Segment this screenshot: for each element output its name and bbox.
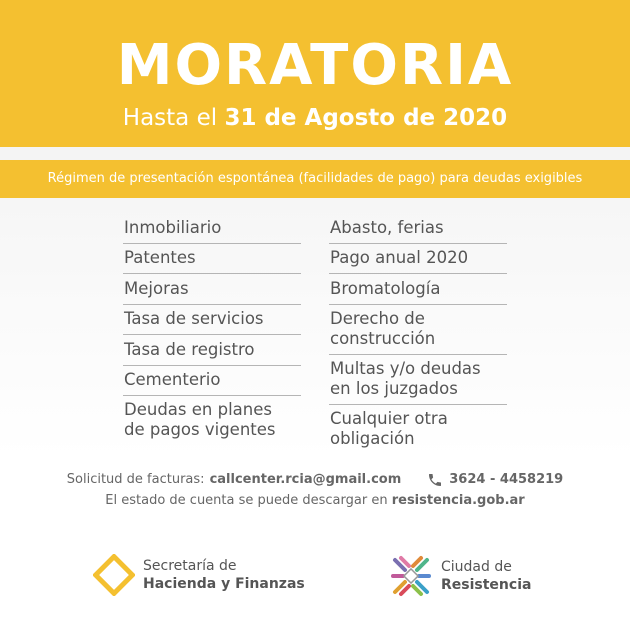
list-item: Inmobiliario — [123, 213, 301, 244]
secretaria-line1: Secretaría de — [143, 558, 237, 574]
list-item: Tasa de servicios — [123, 305, 301, 336]
list-item: Bromatología — [329, 274, 507, 305]
subtitle-date: 31 de Agosto de 2020 — [224, 105, 508, 131]
list-item: Deudas en planes de pagos vigentes — [124, 400, 276, 439]
website-link[interactable]: resistencia.gob.ar — [391, 493, 525, 508]
contact-phone[interactable] — [427, 470, 563, 490]
phone-icon — [427, 472, 443, 488]
contact-email[interactable]: callcenter.rcia@gmail.com — [209, 472, 402, 487]
list-item: Cementerio — [123, 366, 301, 397]
items-column-left — [123, 213, 301, 446]
download-info — [0, 491, 630, 511]
list-item: Mejoras — [123, 274, 301, 305]
list-item: Multas y/o deudas en los juzgados — [329, 355, 507, 405]
diamond-logo-icon — [93, 554, 135, 596]
items-column-right — [329, 213, 507, 455]
download-text: El estado de cuenta se puede descargar en — [105, 493, 388, 508]
ciudad-text — [441, 558, 531, 594]
contact-label: Solicitud de facturas: — [66, 472, 205, 487]
list-item: Abasto, ferias — [329, 213, 507, 244]
secretaria-line2: Hacienda y Finanzas — [143, 576, 305, 592]
regimen-banner: Régimen de presentación espontánea (facilidades de pago) para deudas exigibles — [0, 160, 630, 198]
list-item: Pago anual 2020 — [329, 244, 507, 275]
list-item: Patentes — [123, 244, 301, 275]
secretaria-text — [143, 557, 305, 593]
list-item: Cualquier otra obligación — [330, 408, 448, 448]
resistencia-logo-icon — [389, 554, 433, 598]
secretaria-logo — [93, 554, 305, 596]
contact-info — [0, 470, 630, 490]
ciudad-line2: Resistencia — [441, 577, 532, 593]
phone-number: 3624 - 4458219 — [449, 472, 564, 487]
list-item: Tasa de registro — [123, 335, 301, 366]
subtitle-prefix: Hasta el — [122, 105, 218, 131]
deadline-subtitle — [0, 103, 630, 133]
list-item: Derecho de construcción — [329, 305, 507, 355]
ciudad-line1: Ciudad de — [441, 559, 512, 575]
page-title: MORATORIA — [116, 33, 514, 98]
ciudad-logo — [389, 554, 531, 598]
